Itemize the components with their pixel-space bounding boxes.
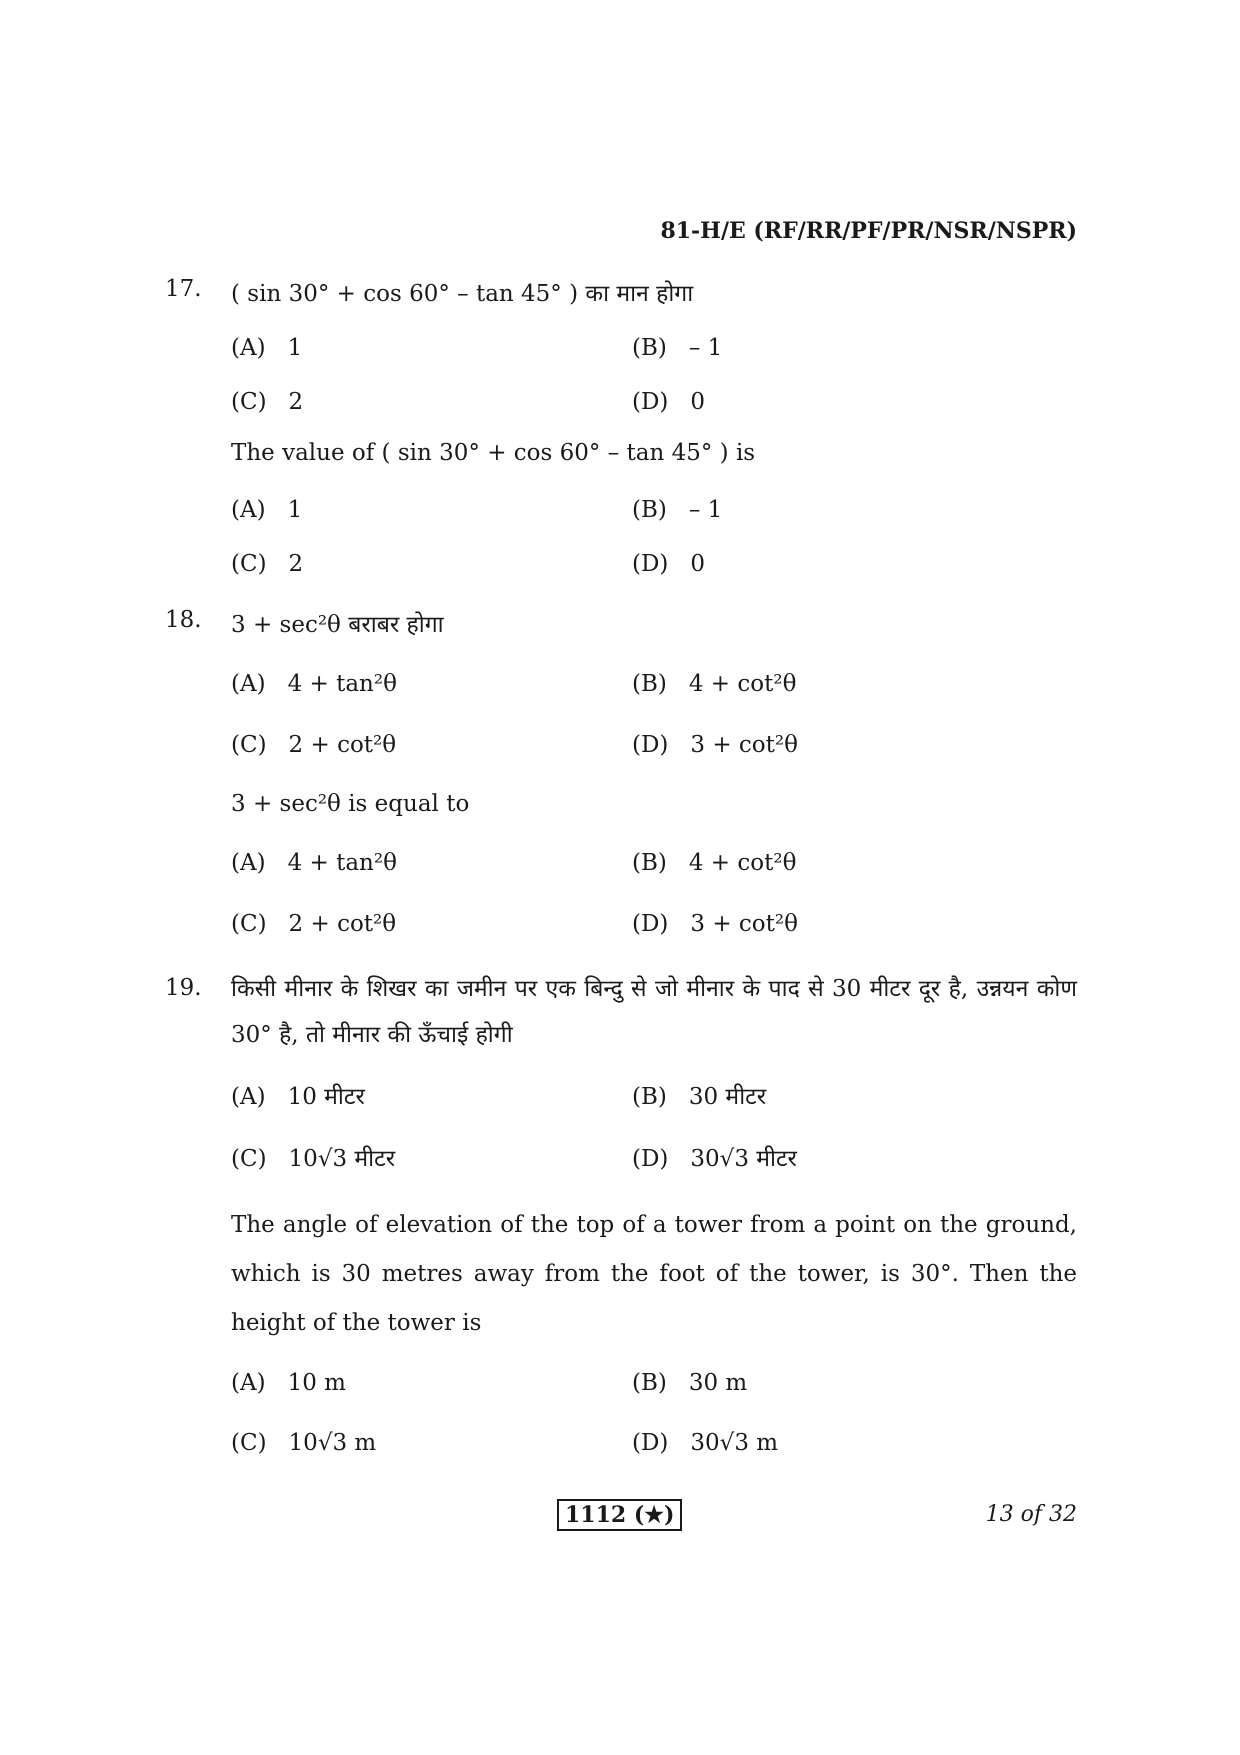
q19-hindi-option-c: (C) 10√3 मीटर [231,1146,396,1172]
question-18-hindi-text: 3 + sec²θ बराबर होगा [231,612,444,638]
q17-english-option-c: (C) 2 [231,551,304,577]
q17-english-option-a: (A) 1 [231,497,303,523]
q17-hindi-option-c: (C) 2 [231,389,304,415]
q19-english-option-c: (C) 10√3 m [231,1430,377,1456]
q19-hindi-option-b: (B) 30 मीटर [632,1084,767,1110]
question-19-hindi-text: किसी मीनार के शिखर का जमीन पर एक बिन्दु से जो मीनार के पाद से 30 मीटर दूर है, उन्नयन कोण 30° है, तो मीनार की ऊँचाई होगी [231,976,1077,1048]
question-19-number: 19. [165,975,202,1001]
q19-hindi-option-d: (D) 30√3 मीटर [632,1146,797,1172]
q19-english-option-d: (D) 30√3 m [632,1430,779,1456]
q17-hindi-option-d: (D) 0 [632,389,706,415]
question-19-english-text: The angle of elevation of the top of a tower from a point on the ground, which is 30 metres away from the foot of the tower, is 30°. Then the height of the tower is [231,1212,1077,1336]
q17-english-option-d: (D) 0 [632,551,706,577]
question-17-hindi-text: ( sin 30° + cos 60° – tan 45° ) का मान होगा [231,281,694,307]
question-17-english-text: The value of ( sin 30° + cos 60° – tan 45° ) is [231,440,756,466]
q18-english-option-c: (C) 2 + cot²θ [231,911,397,937]
q18-hindi-option-a: (A) 4 + tan²θ [231,671,397,697]
paper-code: 81-H/E (RF/RR/PF/PR/NSR/NSPR) [660,218,1077,244]
q18-hindi-option-b: (B) 4 + cot²θ [632,671,797,697]
question-18-number: 18. [165,607,202,633]
booklet-code: 1112 (★) [557,1499,682,1531]
q17-hindi-option-b: (B) – 1 [632,335,723,361]
q18-hindi-option-c: (C) 2 + cot²θ [231,732,397,758]
q19-english-option-a: (A) 10 m [231,1370,346,1396]
q18-english-option-a: (A) 4 + tan²θ [231,850,397,876]
q19-hindi-option-a: (A) 10 मीटर [231,1084,365,1110]
q18-hindi-option-d: (D) 3 + cot²θ [632,732,798,758]
page-number: 13 of 32 [985,1502,1077,1527]
q17-hindi-option-a: (A) 1 [231,335,303,361]
q17-english-option-b: (B) – 1 [632,497,723,523]
question-17-number: 17. [165,276,202,302]
question-18-english-text: 3 + sec²θ is equal to [231,791,470,817]
q19-english-option-b: (B) 30 m [632,1370,748,1396]
q18-english-option-b: (B) 4 + cot²θ [632,850,797,876]
q18-english-option-d: (D) 3 + cot²θ [632,911,798,937]
